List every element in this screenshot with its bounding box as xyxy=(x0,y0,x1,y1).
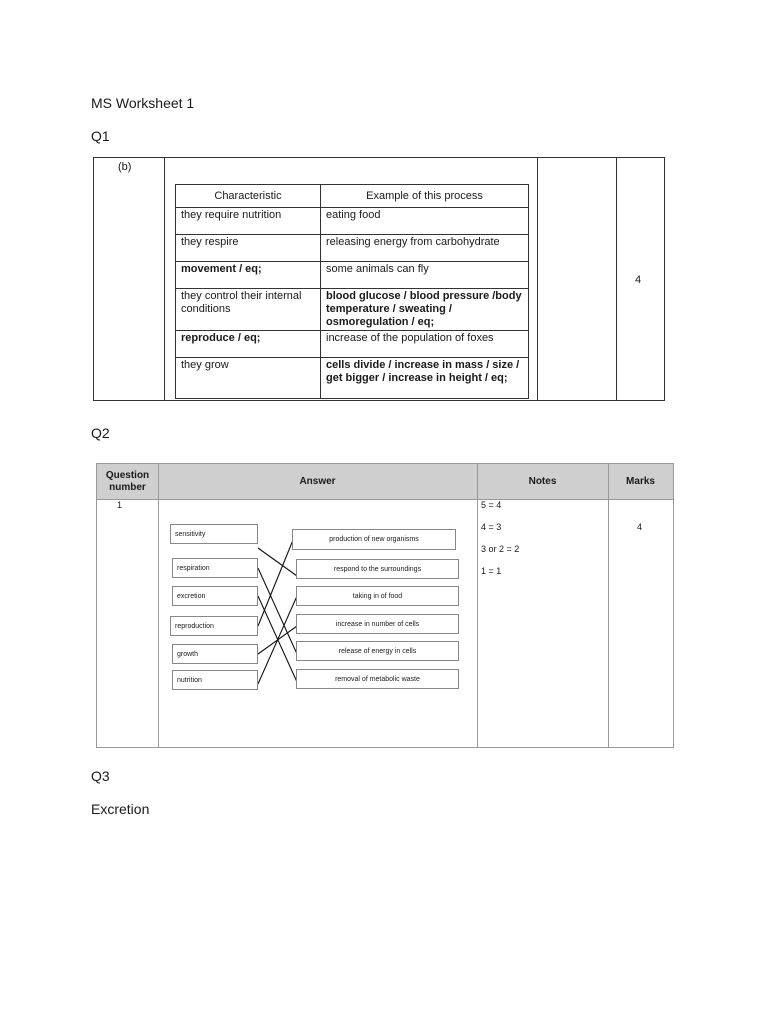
q1-part-label: (b) xyxy=(118,161,132,173)
right-term-respond-to-surroundings: respond to the surroundings xyxy=(296,559,459,579)
right-term-release-energy: release of energy in cells xyxy=(296,641,459,661)
q2-note-2: 4 = 3 xyxy=(481,522,502,532)
q2-header-marks: Marks xyxy=(626,475,655,487)
q3-label: Q3 xyxy=(91,768,110,784)
left-term-excretion: excretion xyxy=(172,586,258,606)
q1-header-characteristic: Characteristic xyxy=(176,185,321,208)
right-term-production-of-new-organisms: production of new organisms xyxy=(292,529,456,550)
q2-note-1: 5 = 4 xyxy=(481,500,502,510)
q1-marks: 4 xyxy=(635,274,642,286)
q1-row-2-example: releasing energy from carbohydrate xyxy=(321,235,529,262)
q2-header-answer: Answer xyxy=(299,475,336,487)
q1-row-4-example: blood glucose / blood pressure /body temperature / sweating / osmoregulation / eq; xyxy=(321,289,529,331)
q2-label: Q2 xyxy=(91,425,110,441)
left-term-growth: growth xyxy=(172,644,258,664)
q1-row-6-example: cells divide / increase in mass / size / get bigger / increase in height / eq; xyxy=(321,358,529,399)
left-term-sensitivity: sensitivity xyxy=(170,524,258,544)
q1-row-6-characteristic: they grow xyxy=(176,358,321,399)
left-term-nutrition: nutrition xyxy=(172,670,258,690)
q1-row-5-example: increase of the population of foxes xyxy=(321,331,529,358)
q2-note-4: 1 = 1 xyxy=(481,566,502,576)
q2-question-number: 1 xyxy=(117,500,123,510)
match-line-sensitivity xyxy=(258,548,297,576)
left-term-respiration: respiration xyxy=(172,558,258,578)
match-line-reproduction xyxy=(258,540,293,626)
q1-label: Q1 xyxy=(91,128,110,144)
q2-header-notes: Notes xyxy=(528,475,557,487)
page-title: MS Worksheet 1 xyxy=(91,95,195,111)
q1-row-4-characteristic: they control their internal conditions xyxy=(176,289,321,331)
left-term-reproduction: reproduction xyxy=(170,616,258,636)
q2-note-3: 3 or 2 = 2 xyxy=(481,544,520,554)
q1-row-5-characteristic: reproduce / eq; xyxy=(176,331,321,358)
q1-row-3-example: some animals can fly xyxy=(321,262,529,289)
right-term-taking-in-food: taking in of food xyxy=(296,586,459,606)
q1-header-example: Example of this process xyxy=(321,185,529,208)
q2-marks: 4 xyxy=(637,522,643,532)
q1-row-3-characteristic: movement / eq; xyxy=(176,262,321,289)
q1-row-2-characteristic: they respire xyxy=(176,235,321,262)
right-term-increase-cells: increase in number of cells xyxy=(296,614,459,634)
q2-header-question: Question number xyxy=(105,469,150,493)
q1-row-1-characteristic: they require nutrition xyxy=(176,208,321,235)
q1-row-1-example: eating food xyxy=(321,208,529,235)
right-term-removal-waste: removal of metabolic waste xyxy=(296,669,459,689)
q3-answer: Excretion xyxy=(91,801,150,817)
